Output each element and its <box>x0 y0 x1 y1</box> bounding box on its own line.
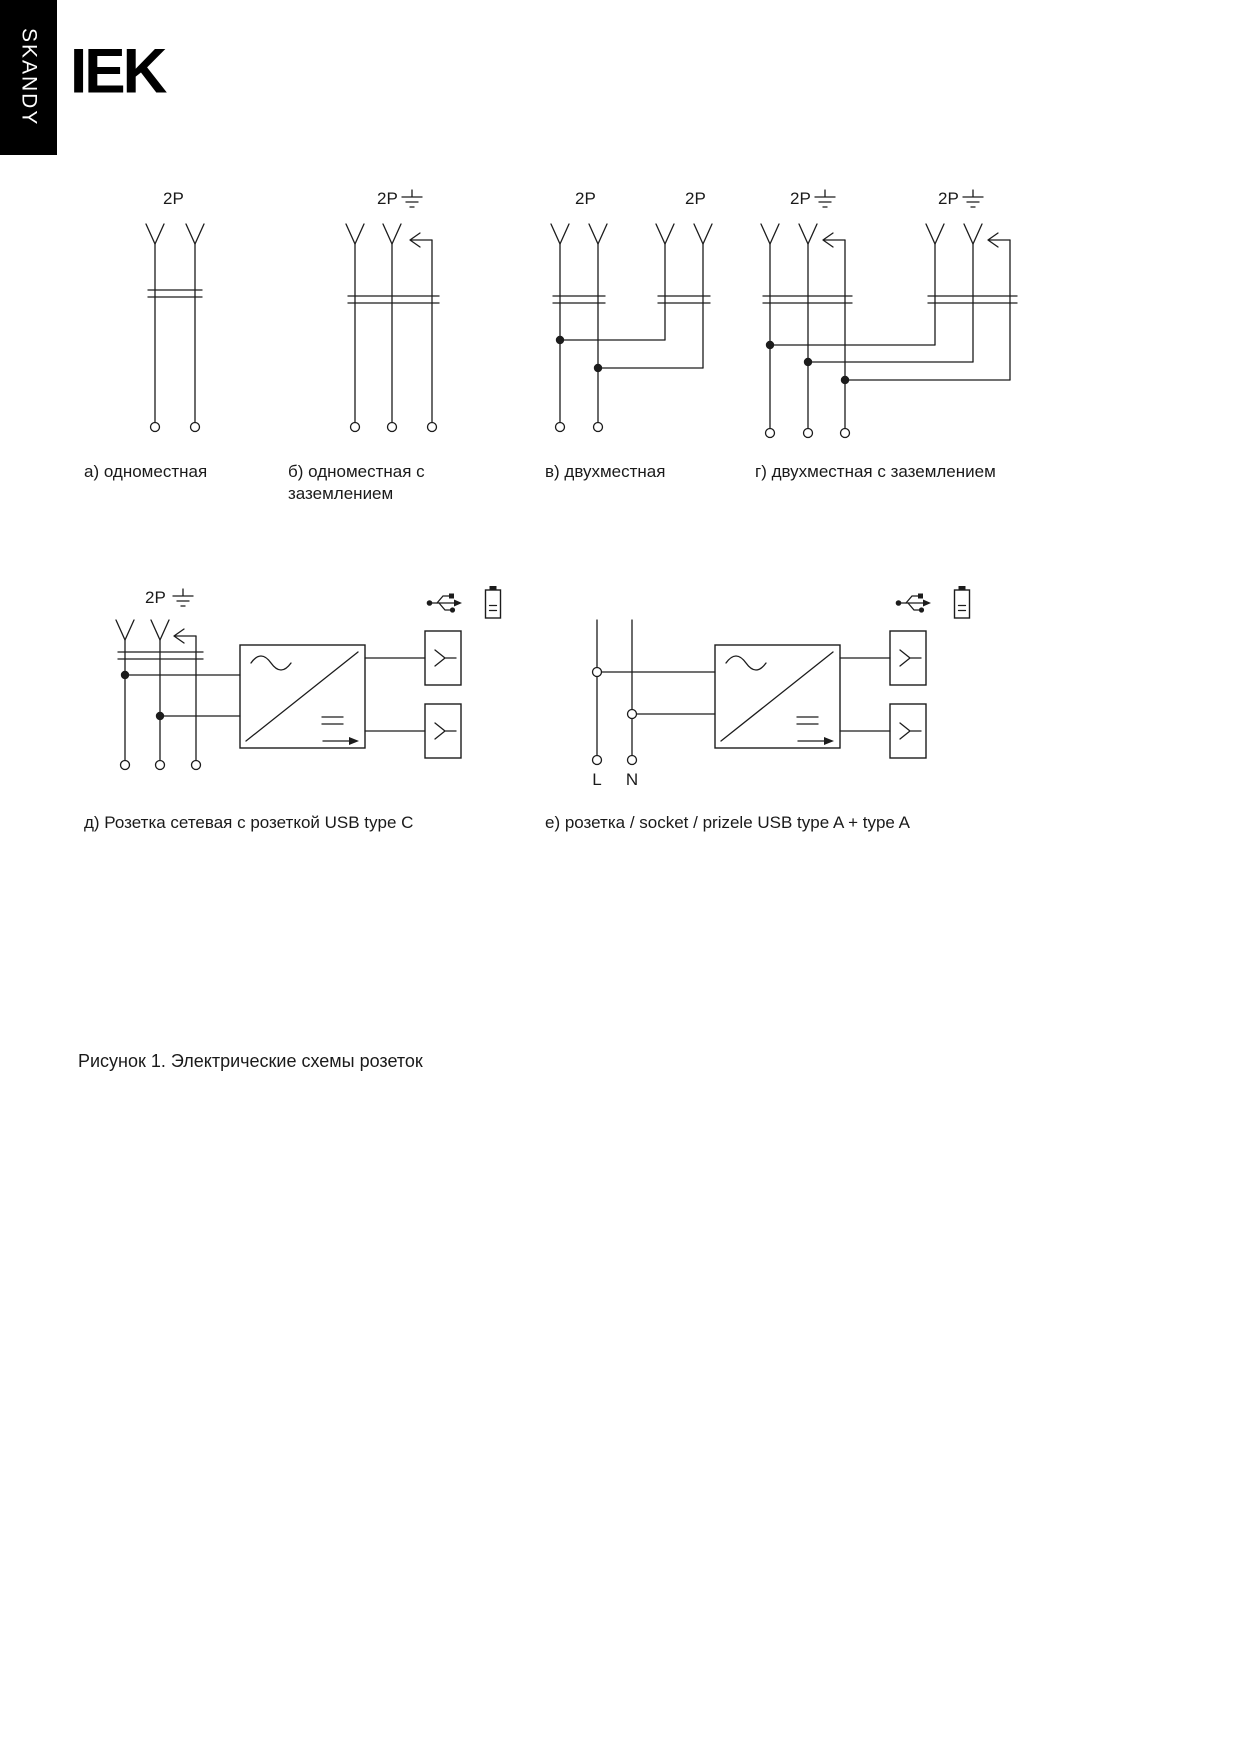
pole-label-1: 2P <box>790 189 811 208</box>
converter-box <box>715 645 840 748</box>
pole-label-1: 2P <box>575 189 596 208</box>
dc-equals-icon <box>797 717 818 724</box>
ground-arrow-icon <box>174 629 196 643</box>
series-tab <box>0 0 57 155</box>
socket-contact-lines <box>348 296 439 303</box>
sine-wave-icon <box>726 656 766 670</box>
pole-label-2: 2P <box>938 189 959 208</box>
ground-icon <box>402 190 422 207</box>
converter-diagonal <box>721 652 833 741</box>
sine-wave-icon <box>251 656 291 670</box>
usb-output-box <box>425 704 461 758</box>
battery-icon <box>955 586 970 618</box>
diagram-g-caption: г) двухместная с заземлением <box>755 462 996 481</box>
pole-label: 2P <box>163 189 184 208</box>
diagram-socket-usb-type-a <box>560 583 980 808</box>
feed-wires <box>602 672 716 714</box>
diagram-double-socket-grounded <box>758 182 1030 442</box>
series-label: SKANDY <box>17 28 41 127</box>
socket-fork-icon <box>900 650 921 666</box>
feed-wires <box>125 675 240 716</box>
contact-fork-icon <box>346 224 401 244</box>
contact-fork-icon <box>761 224 982 244</box>
dc-equals-icon <box>322 717 343 724</box>
diagram-e-caption: е) розетка / socket / prizele USB type A + type A <box>545 813 911 832</box>
socket-fork-icon <box>435 723 456 739</box>
socket-fork-icon <box>435 650 456 666</box>
neutral-label: N <box>625 770 639 789</box>
pole-label-2: 2P <box>685 189 706 208</box>
usb-output-box <box>890 704 926 758</box>
pole-label: 2P <box>145 588 166 607</box>
diagram-single-socket <box>130 182 240 442</box>
diagram-double-socket <box>545 182 725 442</box>
ground-arrow-icon <box>823 233 845 247</box>
contact-fork-icon <box>551 224 712 244</box>
bridge-wires <box>560 340 703 368</box>
converter-box <box>240 645 365 748</box>
usb-output-box <box>890 631 926 685</box>
terminal-circles <box>766 429 850 438</box>
converter-diagonal <box>246 652 358 741</box>
socket2-wires <box>665 244 703 368</box>
ground-icon <box>815 190 835 207</box>
output-arrow-icon <box>323 737 359 745</box>
terminal-circles <box>556 423 603 432</box>
terminal-circles <box>593 756 637 765</box>
diagram-single-socket-grounded <box>330 182 455 442</box>
pole-wires <box>125 636 196 760</box>
mains-wires <box>597 620 632 755</box>
socket2-contact-lines <box>658 296 710 303</box>
pole-wires <box>155 244 195 422</box>
branch-terminal-circles <box>593 668 637 719</box>
socket1-contact-lines <box>553 296 605 303</box>
socket1-wires <box>770 240 845 428</box>
socket2-wires <box>935 240 1010 380</box>
junction-dots <box>121 671 164 720</box>
socket1-wires <box>560 244 598 422</box>
socket-contact-lines <box>148 290 202 297</box>
junction-dots <box>556 336 602 372</box>
diagram-socket-usb-type-c <box>95 583 515 798</box>
brand-logo: IEK <box>70 36 165 107</box>
line-label: L <box>592 770 602 789</box>
pole-wires <box>355 240 432 422</box>
output-wires <box>840 658 890 731</box>
figure-caption: Рисунок 1. Электрические схемы розеток <box>78 1051 423 1071</box>
ground-icon <box>963 190 983 207</box>
ground-arrow-icon <box>988 233 1010 247</box>
usb-icon <box>427 594 462 613</box>
contact-fork-icon <box>116 620 169 640</box>
terminal-circles <box>151 423 200 432</box>
terminal-circles <box>121 761 201 770</box>
output-wires <box>365 658 425 731</box>
usb-output-box <box>425 631 461 685</box>
pole-label: 2P <box>377 189 398 208</box>
terminal-circles <box>351 423 437 432</box>
contact-fork-icon <box>146 224 204 244</box>
socket-fork-icon <box>900 723 921 739</box>
battery-icon <box>486 586 501 618</box>
ground-icon <box>173 589 193 606</box>
diagram-b-caption: б) одноместная с заземлением <box>288 462 425 504</box>
output-arrow-icon <box>798 737 834 745</box>
ground-arrow-icon <box>410 233 432 247</box>
diagram-v-caption: в) двухместная <box>545 462 666 481</box>
diagram-d-caption: д) Розетка сетевая с розеткой USB type C <box>84 813 414 832</box>
usb-icon <box>896 594 931 613</box>
diagram-a-caption: а) одноместная <box>84 462 208 481</box>
